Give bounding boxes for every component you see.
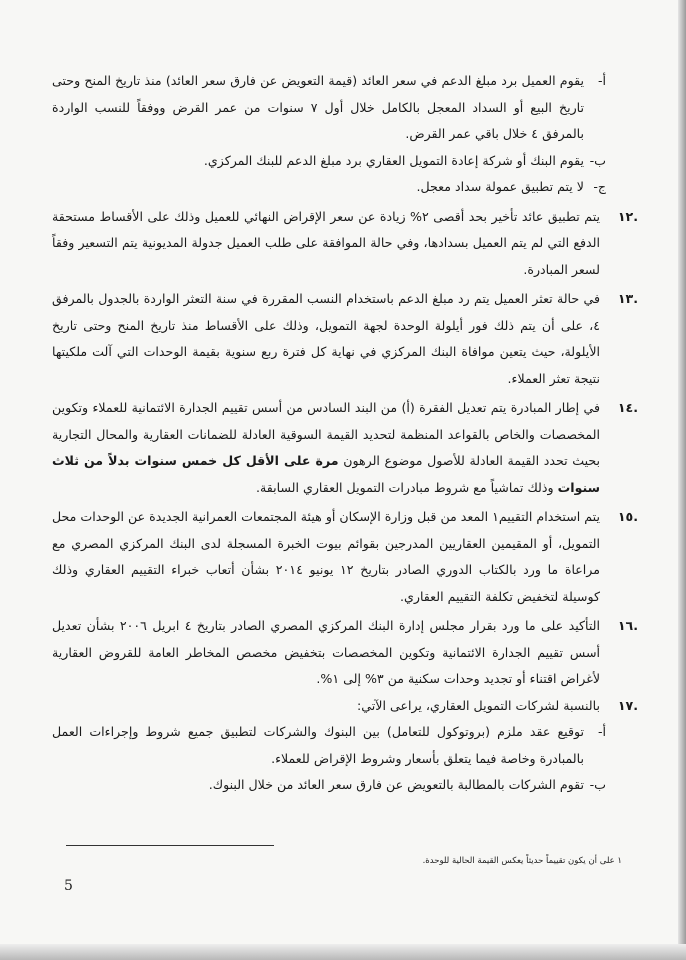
item-13 bbox=[52, 286, 638, 392]
item-17-number: .١٧ bbox=[617, 697, 638, 713]
subitem-c-text: لا يتم تطبيق عمولة سداد معجل. bbox=[416, 179, 584, 194]
page-edge-shadow-right bbox=[678, 0, 686, 960]
item-15-text: يتم استخدام التقييم١ المعد من قبل وزارة الإسكان أو هيئة المجتمعات العمرانية الجديدة عن الوحدات محل التمويل، أو المقيمين العقاريين المدرجين بقوائم بيوت الخبرة المسجلة لدى البنك المركزي المصري مع مراعاة ما ورد بالكتاب الدوري الصادر بتاريخ ١٢ يونيو ٢٠١٤ بشأن أتعاب خبراء التقييم العقاري وذلك كوسيلة لتخفيض تكلفة التقييم العقاري. bbox=[52, 509, 600, 604]
item-14 bbox=[52, 395, 638, 501]
item-17-subitem-a-label: أ- bbox=[597, 724, 606, 739]
subitem-b-label: ب- bbox=[589, 152, 606, 168]
item-17-subitem-a bbox=[52, 719, 622, 772]
item-15-number: .١٥ bbox=[617, 509, 638, 524]
document-body bbox=[52, 68, 638, 799]
item-14-text-bold: مرة على الأقل كل خمس سنوات بدلاً من ثلاث سنوات bbox=[52, 453, 600, 495]
item-12 bbox=[52, 204, 638, 284]
item-14-text-a: في إطار المبادرة يتم تعديل الفقرة (أ) من البند السادس من أسس تقييم الجدارة الائتمانية للعملاء وتكوين المخصصات والخاص بالقواعد المنظمة لتحديد القيمة السوقية العادلة للضمانات العقارية والمحال التجارية بحيث تحدد القيمة العادلة للأصول موضوع الرهون bbox=[52, 400, 601, 468]
item-17-subitem-a-text: توقيع عقد ملزم (بروتوكول للتعامل) بين البنوك والشركات لتطبيق جميع شروط وإجراءات العمل بالمبادرة وخاصة فيما يتعلق بأسعار وشروط الإقراض للعملاء. bbox=[52, 724, 584, 766]
item-17 bbox=[52, 693, 638, 720]
subitem-a bbox=[52, 68, 622, 148]
subitem-b-text: يقوم البنك أو شركة إعادة التمويل العقاري برد مبلغ الدعم للبنك المركزي. bbox=[203, 152, 584, 168]
item-16-number: .١٦ bbox=[617, 618, 638, 633]
item-14-text-b: وذلك تماشياً مع شروط مبادرات التمويل العقاري السابقة. bbox=[255, 479, 558, 495]
item-16 bbox=[52, 613, 638, 693]
item-13-number: .١٣ bbox=[617, 291, 638, 306]
footnote-divider bbox=[66, 845, 274, 846]
item-14-number: .١٤ bbox=[617, 400, 638, 415]
page-number: 5 bbox=[64, 878, 73, 894]
subitem-c-label: ج- bbox=[593, 179, 606, 194]
subitem-b bbox=[52, 148, 622, 175]
page-edge-shadow-bottom bbox=[0, 944, 686, 960]
item-12-number: .١٢ bbox=[617, 208, 638, 224]
item-17-text: بالنسبة لشركات التمويل العقاري، يراعى الآتي: bbox=[357, 697, 600, 713]
subitem-a-label: أ- bbox=[597, 73, 606, 88]
item-13-text: في حالة تعثر العميل يتم رد مبلغ الدعم باستخدام النسب المقررة في سنة التعثر الواردة بالجدول بالمرفق ٤، على أن يتم ذلك فور أيلولة الوحدة لجهة التمويل، وذلك على الأقساط منذ تاريخ المنح وحتى تاريخ الأيلولة، حيث يتعين موافاة البنك المركزي في نهاية كل فترة ربع سنوية بقيمة الوحدات التي آلت ملكيتها نتيجة تعثر العملاء. bbox=[52, 291, 600, 386]
item-17-subitem-b bbox=[52, 772, 622, 799]
subitem-a-text: يقوم العميل برد مبلغ الدعم في سعر العائد (قيمة التعويض عن فارق سعر العائد) منذ تاريخ المنح وحتى تاريخ البيع أو السداد المعجل بالكامل خلال أول ٧ سنوات من عمر القرض ووفقاً للنسب الواردة بالمرفق ٤ خلال باقي عمر القرض. bbox=[52, 73, 585, 141]
item-15 bbox=[52, 504, 638, 610]
item-16-text: التأكيد على ما ورد بقرار مجلس إدارة البنك المركزي المصري الصادر بتاريخ ٤ ابريل ٢٠٠٦ بشأن تعديل أسس تقييم الجدارة الائتمانية وتكوين المخصصات بتخفيض مخصص المخاطر العامة للقروض العقارية لأغراض اقتناء أو تجديد وحدات سكنية من ٣% إلى ١%. bbox=[52, 618, 600, 686]
item-17-subitem-b-text: تقوم الشركات بالمطالبة بالتعويض عن فارق سعر العائد من خلال البنوك. bbox=[208, 777, 584, 792]
subitem-c bbox=[52, 174, 622, 201]
footnote: ١ على أن يكون تقييماً حديثاً يعكس القيمة الحالية للوحدة. bbox=[422, 856, 622, 866]
item-17-subitem-b-label: ب- bbox=[589, 777, 606, 792]
item-12-text: يتم تطبيق عائد تأخير بحد أقصى ٢% زيادة عن سعر الإقراض النهائي للعميل وذلك على الأقساط مستحقة الدفع التي لم يتم العميل بسدادها، وفي حالة الموافقة على طلب العميل جدولة المديونية يتم التسعير وفقاً لسعر المبادرة. bbox=[52, 208, 600, 277]
